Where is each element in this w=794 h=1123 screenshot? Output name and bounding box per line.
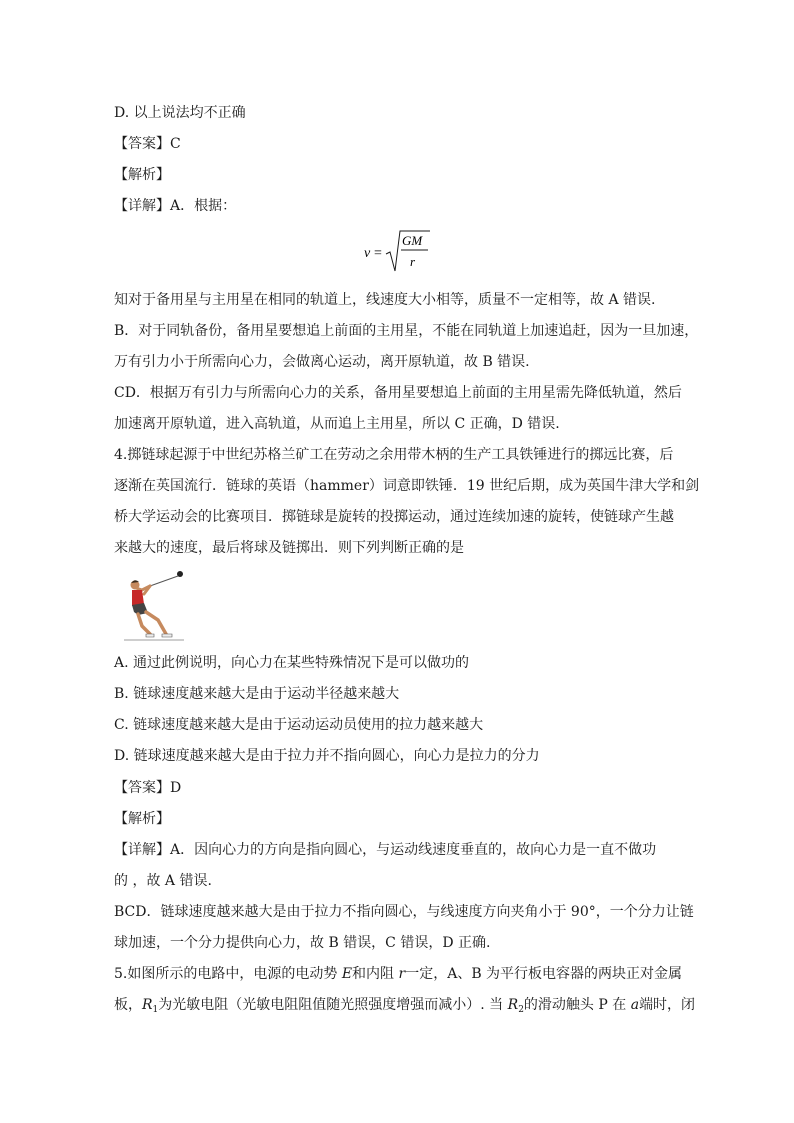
question-5-line1: [114, 965, 682, 983]
q5-var-r1: R: [142, 997, 153, 1013]
question-4-line2: 逐渐在英国流行．链球的英语（hammer）词意即铁锤．19 世纪后期，成为英国牛津大学和剑: [114, 478, 700, 494]
formula-denominator: r: [410, 254, 416, 269]
q5-sub-1: 1: [152, 1005, 159, 1015]
analysis-label-2: 【解析】: [114, 811, 170, 827]
option-b: B. 链球速度越来越大是由于运动半径越来越大: [114, 686, 400, 702]
explanation-b-line2: 万有引力小于所需向心力，会做离心运动，离开原轨道，故 B 错误.: [114, 354, 530, 370]
q5-sub-2: 2: [518, 1005, 524, 1015]
question-5-line2: [114, 996, 695, 1019]
detail-label: 【详解】A．根据：: [114, 198, 237, 214]
option-d-previous: D. 以上说法均不正确: [114, 105, 246, 121]
explanation-b-line1: B．对于同轨备份，备用星要想追上前面的主用星，不能在同轨道上加速追赶，因为一旦加速，: [114, 323, 699, 339]
answer-label-2: 【答案】D: [114, 780, 182, 796]
explanation-bcd-line2: 球加速，一个分力提供向心力，故 B 错误，C 错误，D 正确.: [114, 935, 491, 951]
explanation-a-2-line1: 【详解】A．因向心力的方向是指向圆心，与运动线速度垂直的，故向心力是一直不做功: [114, 842, 657, 858]
q5-text-5: 为光敏电阻（光敏电阻阻值随光照强度增强而减小）. 当: [158, 997, 508, 1013]
q5-text-6: 的滑动触头 P 在: [523, 997, 631, 1013]
formula-lhs: v: [364, 246, 371, 261]
velocity-formula: [362, 227, 442, 273]
q5-text-3: 一定，A、B 为平行板电容器的两块正对金属: [405, 966, 683, 982]
q5-var-e: E: [341, 966, 353, 982]
q5-var-r2: R: [507, 997, 519, 1013]
analysis-label: 【解析】: [114, 167, 170, 183]
explanation-bcd-line1: BCD．链球速度越来越大是由于拉力不指向圆心，与线速度方向夹角小于 90°，一个分力让链: [114, 904, 694, 920]
formula-numerator: GM: [402, 233, 423, 248]
question-4-line3: 桥大学运动会的比赛项目．掷链球是旋转的投掷运动，通过连续加速的旋转，使链球产生越: [114, 509, 674, 525]
question-4-line1: 4.掷链球起源于中世纪苏格兰矿工在劳动之余用带木柄的生产工具铁锤进行的掷远比赛，后: [114, 447, 674, 463]
formula-equals: =: [374, 246, 382, 261]
option-c: C. 链球速度越来越大是由于运动运动员使用的拉力越来越大: [114, 717, 484, 733]
q5-text-7: 端时，闭: [639, 997, 696, 1013]
explanation-cd-line2: 加速离开原轨道，进入高轨道，从而追上主用星，所以 C 正确，D 错误.: [114, 416, 560, 432]
explanation-cd-line1: CD．根据万有引力与所需向心力的关系，备用星要想追上前面的主用星需先降低轨道，然后: [114, 385, 682, 401]
answer-label: 【答案】C: [114, 136, 181, 152]
question-4-line4: 来越大的速度，最后将球及链掷出．则下列判断正确的是: [114, 540, 464, 556]
option-d: D. 链球速度越来越大是由于拉力并不指向圆心，向心力是拉力的分力: [114, 748, 540, 764]
q5-var-r: r: [398, 966, 406, 982]
hammer-thrower-icon: [122, 568, 188, 646]
q5-var-a: a: [630, 997, 640, 1013]
q5-text-4: 板，: [114, 997, 142, 1013]
option-a: A. 通过此例说明，向心力在某些特殊情况下是可以做功的: [114, 655, 470, 671]
q5-text-2: 和内阻: [352, 966, 399, 982]
explanation-a-2-line2: 的 ，故 A 错误.: [114, 873, 212, 889]
q5-text-1: 5.如图所示的电路中，电源的电动势: [114, 966, 342, 982]
explanation-a: 知对于备用星与主用星在相同的轨道上，线速度大小相等，质量不一定相等，故 A 错误.: [114, 292, 656, 308]
